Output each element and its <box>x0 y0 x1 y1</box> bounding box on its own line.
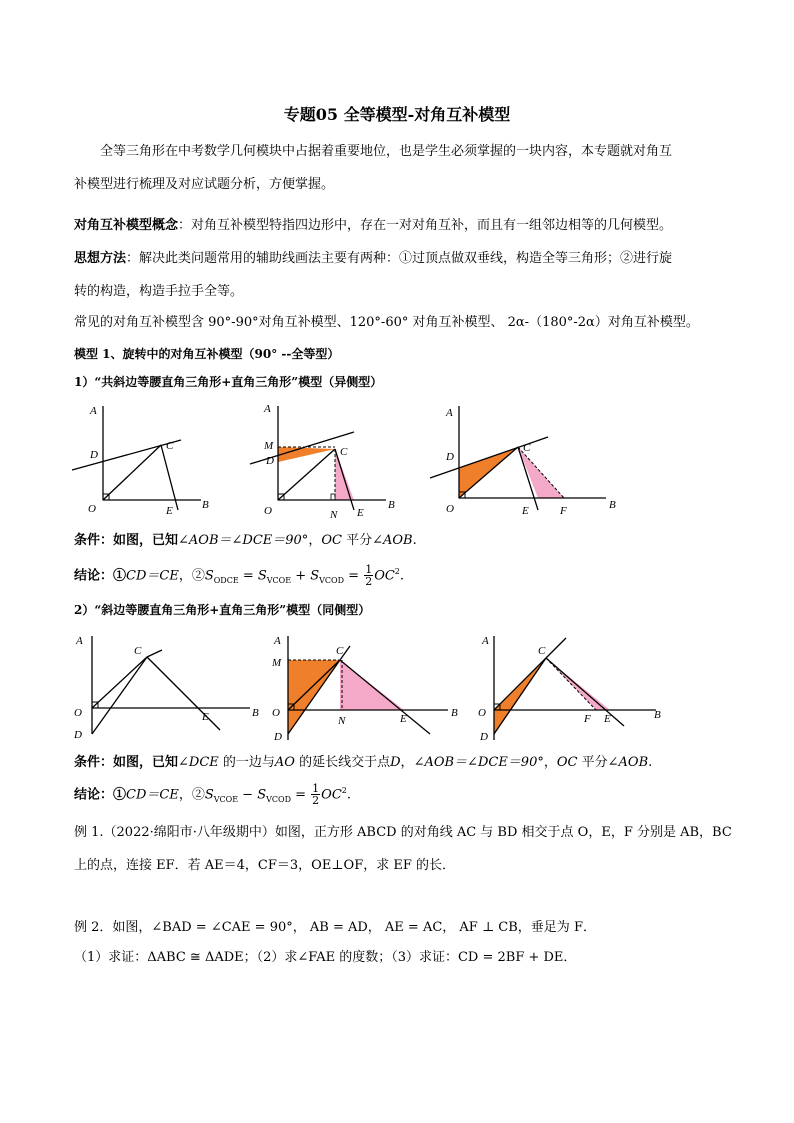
condition-2-suffix: 平分 <box>577 755 608 770</box>
fraction-den: 2 <box>365 575 373 589</box>
condition-2-ao: AO <box>274 755 295 770</box>
condition-2-angle2: ∠AOB <box>607 755 649 770</box>
conclusion-2-eq: CD＝CE <box>126 787 179 803</box>
condition-2-prefix: 条件：如图，已知 <box>74 755 179 770</box>
conclusion-1-s: S <box>204 568 214 584</box>
conclusion-2-minus: − S <box>238 787 267 803</box>
example-2-line-2: （1）求证：ΔABC ≅ ΔADE；（2）求∠FAE 的度数；（3）求证：CD = 2BF + DE． <box>74 950 577 965</box>
label-c: C <box>336 645 344 657</box>
model1-heading: 模型 1、旋转中的对角互补模型（90° --全等型） <box>74 347 340 361</box>
conclusion-1-sq: 2 <box>394 567 400 576</box>
condition-2-mid2: 的延长线交于点 <box>294 755 391 770</box>
label-d: D <box>90 449 98 461</box>
fraction-num-2: 1 <box>312 782 320 796</box>
label-c: C <box>523 442 531 454</box>
condition-2-angle1: ∠DCE <box>178 755 219 770</box>
label-m: M <box>264 440 274 452</box>
label-o: O <box>478 707 486 719</box>
label-c: C <box>166 440 174 452</box>
example-1-line-2: 上的点，连接 EF．若 AE＝4，CF＝3，OE⊥OF，求 EF 的长． <box>74 858 455 873</box>
label-a: A <box>274 635 281 647</box>
figure-1-2 <box>246 402 406 520</box>
label-d: D <box>274 731 282 743</box>
fraction-half-2 <box>311 783 320 806</box>
label-d: D <box>446 451 454 463</box>
fraction-num: 1 <box>365 563 373 577</box>
label-o: O <box>272 707 280 719</box>
label-e: E <box>166 505 173 517</box>
condition-1-oc: OC <box>321 533 342 548</box>
label-m: M <box>272 657 282 669</box>
page-title: 专题05 全等模型-对角互补模型 <box>283 105 511 124</box>
label-b: B <box>388 499 395 511</box>
conclusion-1-end: . <box>399 568 405 584</box>
conclusion-1 <box>74 562 404 591</box>
conclusion-2-oc: OC <box>321 787 342 803</box>
condition-1 <box>74 531 417 551</box>
conclusion-2-sep: ，② <box>178 787 205 803</box>
conclusion-2-sub-a: VCOE <box>213 794 239 804</box>
conclusion-1-eq2: = S <box>238 568 267 584</box>
conclusion-2-sq: 2 <box>341 786 347 795</box>
label-d: D <box>74 729 82 741</box>
label-b: B <box>252 707 259 719</box>
label-a: A <box>264 403 271 415</box>
label-a: A <box>446 407 453 419</box>
condition-2-oc: OC <box>556 755 578 770</box>
label-e: E <box>357 507 364 519</box>
conclusion-1-prefix: 结论：① <box>74 568 127 584</box>
conclusion-1-sep: ，② <box>178 568 205 584</box>
conclusion-2-s: S <box>204 787 214 803</box>
method-line-1: ：解决此类问题常用的辅助线画法主要有两种：①过顶点做双垂线，构造全等三角形；②进行旋 <box>126 251 673 266</box>
label-c: C <box>538 645 546 657</box>
label-e: E <box>522 505 529 517</box>
figure-2-3 <box>474 630 674 748</box>
label-o: O <box>74 707 82 719</box>
figure-2-2 <box>268 630 468 748</box>
label-d: D <box>266 455 274 467</box>
model1-subheading-1: 1）“共斜边等腰直角三角形+直角三角形”模型（异侧型） <box>74 375 383 389</box>
label-c: C <box>340 446 348 458</box>
label-n: N <box>330 509 338 521</box>
condition-1-math: ∠AOB＝∠DCE＝90° <box>178 533 309 548</box>
method-paragraph <box>74 249 672 269</box>
label-o: O <box>88 503 96 515</box>
label-a: A <box>76 635 83 647</box>
conclusion-2-eq2: = <box>291 787 311 803</box>
condition-1-prefix: 条件：如图，已知 <box>74 533 179 548</box>
conclusion-1-plus: + S <box>291 568 320 584</box>
figure-1-1 <box>66 402 216 520</box>
label-b: B <box>654 709 661 721</box>
intro-line-2: 补模型进行梳理及对应试题分析，方便掌握。 <box>74 177 335 192</box>
conclusion-2-prefix: 结论：① <box>74 787 127 803</box>
example-2-line-1: 例 2．如图，∠BAD = ∠CAE = 90°， AB = AD， AE = AC， AF ⊥ CB，垂足为 F． <box>74 920 596 935</box>
label-a: A <box>482 635 489 647</box>
condition-2-d: D <box>390 755 401 770</box>
conclusion-1-eq: CD＝CE <box>126 568 179 584</box>
label-f: F <box>584 713 591 725</box>
condition-2 <box>74 753 652 773</box>
condition-2-mid3: ， <box>400 755 414 770</box>
fraction-half <box>364 564 373 587</box>
conclusion-1-sub-b: VCOE <box>266 575 292 585</box>
figure-2-1 <box>70 630 270 748</box>
condition-2-math: ∠AOB＝∠DCE＝90° <box>413 755 544 770</box>
conclusion-1-oc: OC <box>374 568 395 584</box>
concept-label: 对角互补模型概念 <box>74 218 179 233</box>
conclusion-2-end: . <box>346 787 352 803</box>
label-o: O <box>446 503 454 515</box>
label-e: E <box>604 713 611 725</box>
condition-1-sep: ， <box>308 533 322 548</box>
figure-1-3 <box>426 402 626 520</box>
condition-2-mid1: 的一边与 <box>218 755 275 770</box>
conclusion-2 <box>74 781 351 810</box>
condition-1-end: . <box>412 533 417 548</box>
common-models-text: 常见的对角互补模型含 90°-90°对角互补模型、120°-60° 对角互补模型、 2α-（180°-2α）对角互补模型。 <box>74 315 699 330</box>
method-label: 思想方法 <box>74 251 127 266</box>
intro-line-1: 全等三角形在中考数学几何模块中占据着重要地位，也是学生必须掌握的一块内容，本专题就对角互 <box>100 144 673 159</box>
label-e: E <box>202 711 209 723</box>
conclusion-1-sub-c: VCOD <box>319 575 345 585</box>
label-n: N <box>338 715 346 727</box>
fraction-den-2: 2 <box>312 794 320 808</box>
conclusion-2-sub-b: VCOD <box>266 794 291 804</box>
conclusion-1-sub-a: ODCE <box>213 575 239 585</box>
label-b: B <box>609 499 616 511</box>
concept-paragraph <box>74 216 672 236</box>
label-b: B <box>202 499 209 511</box>
label-e: E <box>400 713 407 725</box>
conclusion-1-eq3: = <box>344 568 364 584</box>
example-1-line-1: 例 1.（2022·绵阳市·八年级期中）如图，正方形 ABCD 的对角线 AC 与 BD 相交于点 O，E，F 分别是 AB，BC <box>74 825 732 840</box>
label-f: F <box>560 505 567 517</box>
method-line-2: 转的构造，构造手拉手全等。 <box>74 284 244 299</box>
model1-subheading-2: 2）“斜边等腰直角三角形+直角三角形”模型（同侧型） <box>74 603 371 617</box>
condition-2-end: . <box>648 755 653 770</box>
concept-text: ：对角互补模型特指四边形中，存在一对对角互补，而且有一组邻边相等的几何模型。 <box>178 218 673 233</box>
label-o: O <box>264 505 272 517</box>
label-d: D <box>480 731 488 743</box>
condition-2-mid4: ， <box>543 755 557 770</box>
condition-1-angle: ∠AOB <box>372 533 413 548</box>
label-b: B <box>451 707 458 719</box>
label-a: A <box>90 405 97 417</box>
condition-1-suffix: 平分 <box>341 533 373 548</box>
label-c: C <box>134 645 142 657</box>
